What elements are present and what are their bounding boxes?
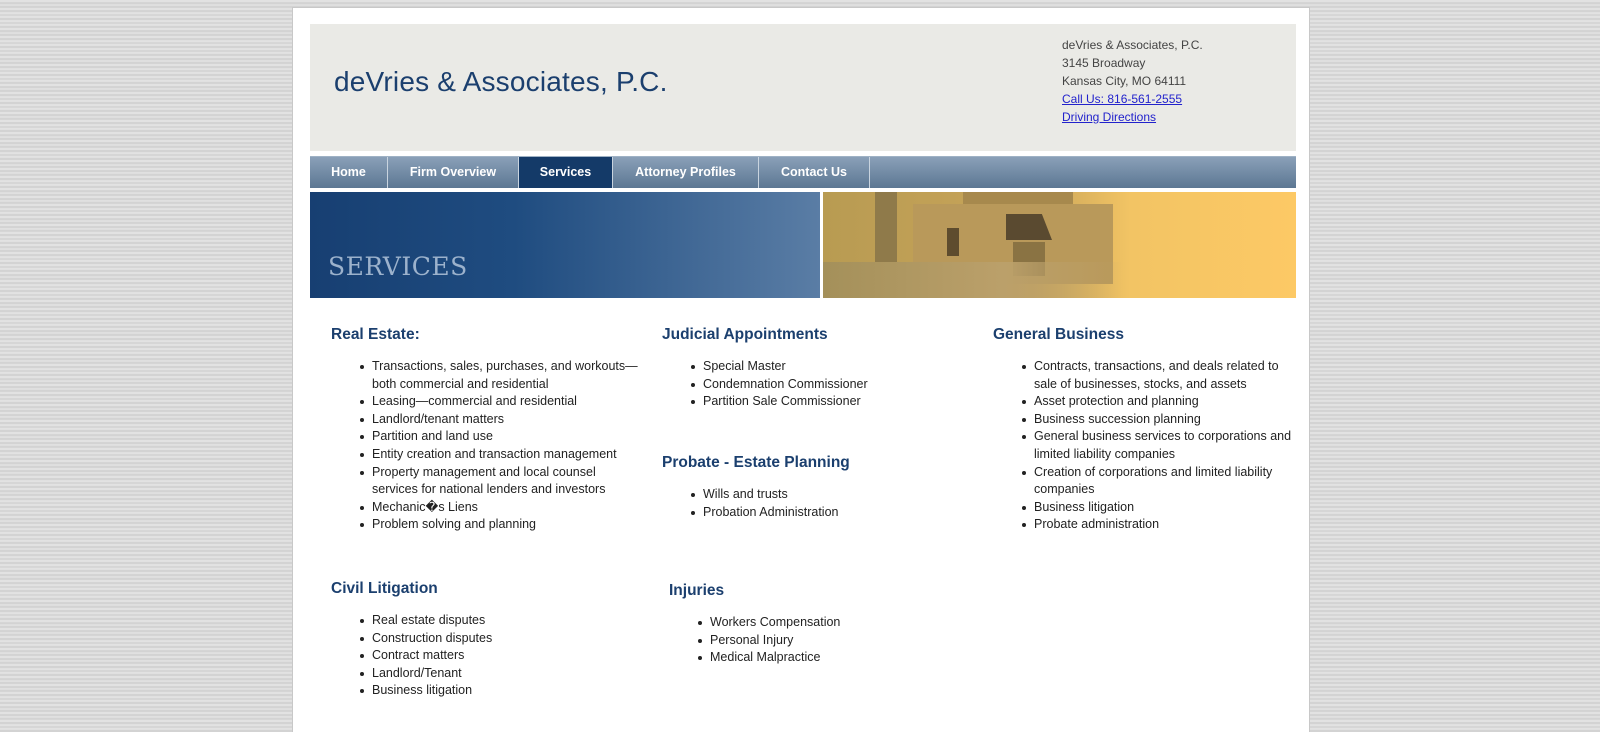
list-item: Partition Sale Commissioner — [662, 393, 972, 411]
section-title: Probate - Estate Planning — [662, 454, 850, 471]
section-title: General Business — [993, 326, 1124, 343]
list-item: Entity creation and transaction management — [331, 446, 641, 464]
nav-contact-us[interactable]: Contact Us — [759, 157, 870, 188]
service-list — [662, 358, 972, 411]
list-item: Property management and local counsel services for national lenders and investors — [331, 464, 641, 499]
list-item: Transactions, sales, purchases, and workouts—both commercial and residential — [331, 358, 641, 393]
service-list — [662, 486, 972, 521]
list-item: Problem solving and planning — [331, 516, 641, 534]
list-item: Landlord/Tenant — [331, 665, 641, 683]
office-building-photo — [823, 192, 1296, 298]
section-title: Real Estate: — [331, 326, 420, 343]
section-civil-litigation — [331, 580, 641, 700]
list-item: Contract matters — [331, 647, 641, 665]
section-judicial-appointments — [662, 326, 972, 411]
list-item: Medical Malpractice — [669, 649, 979, 667]
nav-services[interactable]: Services — [519, 157, 613, 188]
list-item: Personal Injury — [669, 632, 979, 650]
contact-block — [1062, 36, 1203, 126]
section-title: Injuries — [669, 582, 725, 599]
contact-street: 3145 Broadway — [1062, 56, 1146, 70]
service-list — [669, 614, 979, 667]
main-nav — [310, 156, 1296, 188]
contact-city: Kansas City, MO 64111 — [1062, 74, 1187, 88]
service-list — [331, 358, 641, 534]
nav-home[interactable]: Home — [310, 157, 388, 188]
list-item: Construction disputes — [331, 630, 641, 648]
list-item: Real estate disputes — [331, 612, 641, 630]
section-title: Judicial Appointments — [662, 326, 828, 343]
list-item: General business services to corporations and limited liability companies — [993, 428, 1293, 463]
list-item: Business litigation — [993, 499, 1293, 517]
list-item: Creation of corporations and limited liability companies — [993, 464, 1293, 499]
site-logo[interactable]: deVries & Associates, P.C. — [334, 66, 668, 97]
services-banner — [310, 192, 820, 298]
nav-firm-overview[interactable]: Firm Overview — [388, 157, 519, 188]
nav-attorney-profiles[interactable]: Attorney Profiles — [613, 157, 759, 188]
list-item: Leasing—commercial and residential — [331, 393, 641, 411]
list-item: Mechanic�s Liens — [331, 499, 641, 517]
service-list — [993, 358, 1293, 534]
list-item: Wills and trusts — [662, 486, 972, 504]
list-item: Probate administration — [993, 516, 1293, 534]
call-us-link[interactable]: Call Us: 816-561-2555 — [1062, 92, 1183, 106]
list-item: Probation Administration — [662, 504, 972, 522]
list-item: Business litigation — [331, 682, 641, 700]
service-list — [331, 612, 641, 700]
list-item: Landlord/tenant matters — [331, 411, 641, 429]
section-injuries — [669, 582, 979, 667]
list-item: Special Master — [662, 358, 972, 376]
list-item: Partition and land use — [331, 428, 641, 446]
list-item: Contracts, transactions, and deals related to sale of businesses, stocks, and assets — [993, 358, 1293, 393]
list-item: Workers Compensation — [669, 614, 979, 632]
driving-directions-link[interactable]: Driving Directions — [1062, 110, 1157, 124]
page-container — [292, 7, 1310, 732]
contact-firm-name: deVries & Associates, P.C. — [1062, 38, 1203, 52]
list-item: Business succession planning — [993, 411, 1293, 429]
section-probate-estate-planning — [662, 454, 972, 521]
site-header — [310, 24, 1296, 151]
banner-title: SERVICES — [328, 252, 468, 281]
list-item: Condemnation Commissioner — [662, 376, 972, 394]
section-general-business — [993, 326, 1293, 534]
section-real-estate — [331, 326, 641, 534]
section-title: Civil Litigation — [331, 580, 438, 597]
list-item: Asset protection and planning — [993, 393, 1293, 411]
